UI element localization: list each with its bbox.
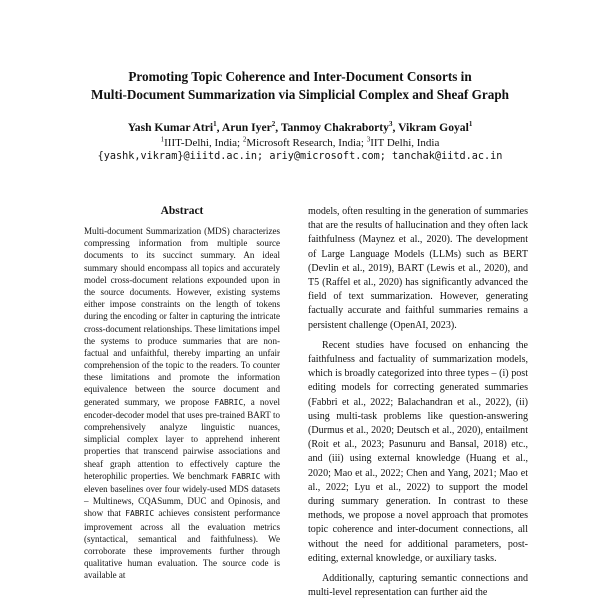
abstract-text: achieves consistent performance improvement across all the evaluation metrics (syntactical, semantical and faithfulness). We corroborate these improvements further through qualitative human evaluation. The source code is available at [84, 508, 281, 581]
paper-title-line-2: Multi-Document Summarization via Simplicial Complex and Sheaf Graph [91, 87, 509, 102]
model-name: FABRIC [125, 509, 155, 519]
affiliation-3: IIT Delhi, India [370, 137, 440, 149]
author-emails: {yashk,vikram}@iiitd.ac.in; ariy@microsoft.com; tanchak@iitd.ac.in [97, 151, 503, 162]
abstract-body [84, 225, 280, 581]
abstract-text: Multi-document Summarization (MDS) characterizes compressing information from multiple source documents to its succinct summary. An ideal summary should encompass all topics and accurately model cross-document relations expounded upon in the source documents. However, existing systems either impose constraints on the length of tokens during the encoding or falter in capturing the intricate cross-document relationships. These limitations impel the systems to produce summaries that are non-factual and unfaithful, thereby imparting an unfair comprehension of the topic to the readers. To counter these limitations and promote the information equivalence between the source document and generated summary, we propose [84, 226, 280, 407]
model-name: FABRIC [214, 397, 244, 407]
body-paragraph: models, often resulting in the generation of summaries that are the results of hallucination and they often lack faithfulness (Maynez et al., 2020). The development of Large Language Models (LLMs) such as BERT (Devlin et al., 2019), BART (Lewis et al., 2020), and T5 (Raffel et al., 2020) has significantly advanced the field of text summarization. However, generating factually accurate and faithful summaries remains a persistent challenge (OpenAI, 2023). [308, 206, 528, 331]
author-name: Yash Kumar Atri [127, 121, 214, 134]
model-name: FABRIC [231, 471, 261, 481]
abstract-text: with eleven baselines over four widely-used MDS datasets – Multinews, CQASumm, DUC and Opinosis, and show that [84, 470, 280, 519]
affiliation-1: IIIT-Delhi, India; [164, 137, 241, 149]
author-affil-sup: 1 [213, 120, 217, 129]
affiliation-2: Microsoft Research, India; [246, 137, 364, 149]
right-column [308, 205, 528, 600]
author-affil-sup: 1 [468, 120, 473, 129]
author-affil-sup: 3 [388, 120, 393, 129]
body-paragraph: Recent studies have focused on enhancing the faithfulness and factuality of summarization models, which is broadly categorized into three types – (i) post editing models for correcting generated summaries (Fabbri et al., 2022; Balachandran et al., 2022), (ii) using multi-task problems like question-answering (Durmus et al., 2020; Deutsch et al., 2020), entailment (Roit et al., 2023; Pasunuru and Bansal, 2018) etc., and (iii) using external knowledge (Huang et al., 2020; Mao et al., 2022; Chen and Yang, 2021; Mao et al., 2022; Lyu et al., 2022) to support the model during summary generation. In contrast to these methods, we propose a novel approach that promotes topic coherence and inter-document connections, all without the need for additional parameters, post-editing, external knowledge, or auxiliary tasks. [308, 339, 528, 564]
author-affil-sup: 2 [271, 120, 276, 129]
paper-title-line-1: Promoting Topic Coherence and Inter-Document Consorts in [128, 69, 472, 84]
author-name: Vikram Goyal [398, 121, 469, 134]
affil-sup: 1 [160, 135, 165, 144]
affil-sup: 3 [366, 135, 371, 144]
author-list: Yash Kumar Atri$^1$, Arun Iyer$^2$, Tanmoy Chakraborty$^3$, Vikram Goyal$^1$ [127, 120, 473, 134]
affil-sup: 2 [242, 135, 247, 144]
affiliations [20, 137, 580, 149]
author-name: Arun Iyer [221, 121, 272, 134]
author-name: Tanmoy Chakraborty [280, 121, 389, 134]
abstract-heading: Abstract [160, 205, 204, 217]
abstract-text: , a novel encoder-decoder model that uses pre-trained BART to comprehensively analyze linguistic nuances, simplicial complex layer to apprehend inherent properties that transcend pairwise associations and sheaf graph attention to effectively capture the heterophilic properties. We benchmark [84, 396, 280, 481]
body-paragraph: Additionally, capturing semantic connections and multi-level representation can further aid the [308, 573, 528, 599]
